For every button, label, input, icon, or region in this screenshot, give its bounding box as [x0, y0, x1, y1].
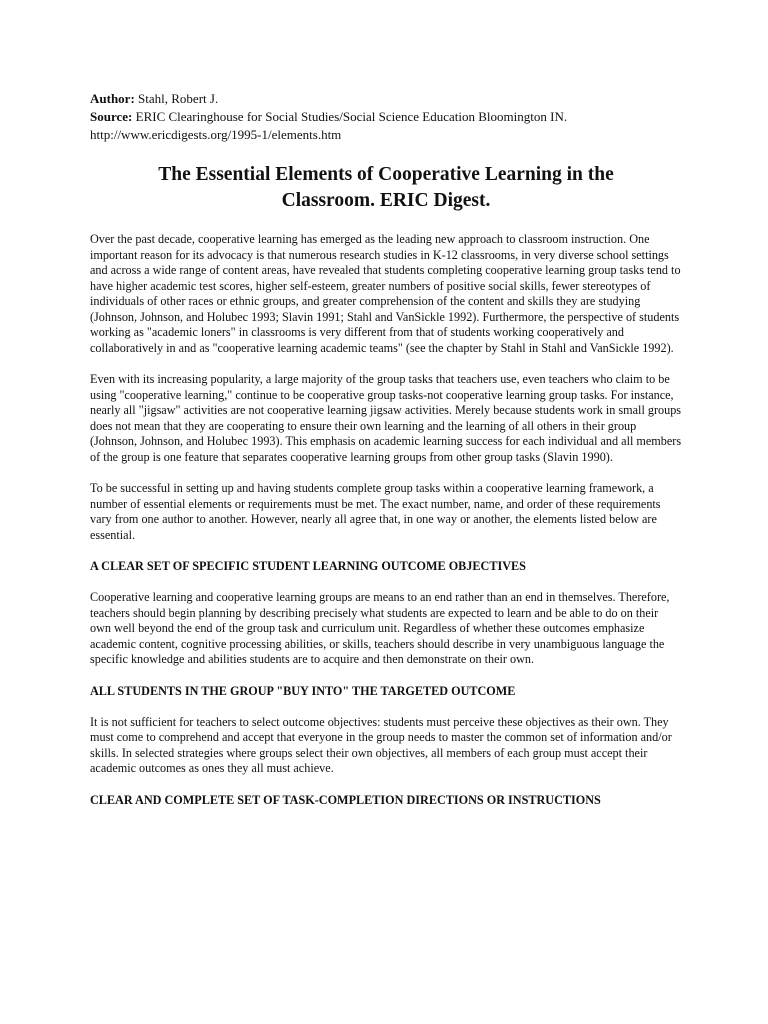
document-meta — [90, 90, 682, 144]
section-heading-directions: CLEAR AND COMPLETE SET OF TASK-COMPLETION DIRECTIONS OR INSTRUCTIONS — [90, 792, 601, 807]
author-line — [90, 90, 682, 108]
author-name: Stahl, Robert J. — [138, 91, 219, 106]
title-line-2: Classroom. ERIC Digest. — [281, 190, 491, 211]
section-heading-objectives: A CLEAR SET OF SPECIFIC STUDENT LEARNING OUTCOME OBJECTIVES — [90, 559, 526, 573]
author-label: Author: — [90, 91, 135, 106]
source-line — [90, 108, 682, 126]
document-page — [90, 90, 682, 824]
section-heading-buy-in: ALL STUDENTS IN THE GROUP "BUY INTO" THE TARGETED OUTCOME — [90, 683, 516, 698]
source-url: http://www.ericdigests.org/1995-1/elements.htm — [90, 127, 342, 142]
source-text: ERIC Clearinghouse for Social Studies/Social Science Education Bloomington IN. — [135, 109, 568, 124]
intro-paragraph-3: To be successful in setting up and having students complete group tasks within a cooperative learning framework, a number of essential elements or requirements must be met. The exact number, name, and order of these requirements vary from one author to another. However, nearly all agree that, in one way or another, the elements listed below are essential. — [90, 481, 661, 542]
source-label: Source: — [90, 109, 133, 124]
section-text-buy-in: It is not sufficient for teachers to select outcome objectives: students must perceive these objectives as their own. They must come to comprehend and accept that everyone in the group needs to master the common set of information and/or skills. In selected strategies where groups select their own objectives, all members of each group must accept their academic outcomes as ones they all must achieve. — [90, 714, 672, 775]
intro-paragraph-2: Even with its increasing popularity, a large majority of the group tasks that teachers use, even teachers who claim to be using "cooperative learning," continue to be cooperative group tasks-not cooperative learning group tasks. For instance, nearly all "jigsaw" activities are not cooperative learning jigsaw activities. Merely because students work in small groups does not mean that they are cooperating to ensure their own learning and the learning of all others in their group (Johnson, Johnson, and Holubec 1993). This emphasis on academic learning success for each individual and all members of the group is one feature that separates cooperative learning groups from other group tasks (Slavin 1990). — [90, 372, 682, 464]
section-text-objectives: Cooperative learning and cooperative learning groups are means to an end rather than an end in themselves. Therefore, teachers should begin planning by describing precisely what students are expected to learn and be able to do on their own well beyond the end of the group task and curriculum unit. Regardless of whether these outcomes emphasize academic content, cognitive processing abilities, or skills, teachers should describe in very unambiguous language the specific knowledge and abilities students are to acquire and then demonstrate on their own. — [90, 590, 670, 666]
title-line-1: The Essential Elements of Cooperative Learning in the — [158, 164, 614, 185]
document-title — [90, 162, 682, 214]
intro-paragraph-1: Over the past decade, cooperative learning has emerged as the leading new approach to classroom instruction. One important reason for its advocacy is that numerous research studies in K-12 classrooms, in very diverse school settings and across a wide range of content areas, have revealed that students completing cooperative learning group tasks tend to have higher academic test scores, higher self-esteem, greater numbers of positive social skills, fewer stereotypes of individuals of other races or ethnic groups, and greater comprehension of the content and skills they are studying (Johnson, Johnson, and Holubec 1993; Slavin 1991; Stahl and VanSickle 1992). Furthermore, the perspective of students working as "academic loners" in classrooms is very different from that of students working cooperatively and collaboratively in and as "cooperative learning academic teams" (see the chapter by Stahl in Stahl and VanSickle 1992). — [90, 232, 681, 355]
